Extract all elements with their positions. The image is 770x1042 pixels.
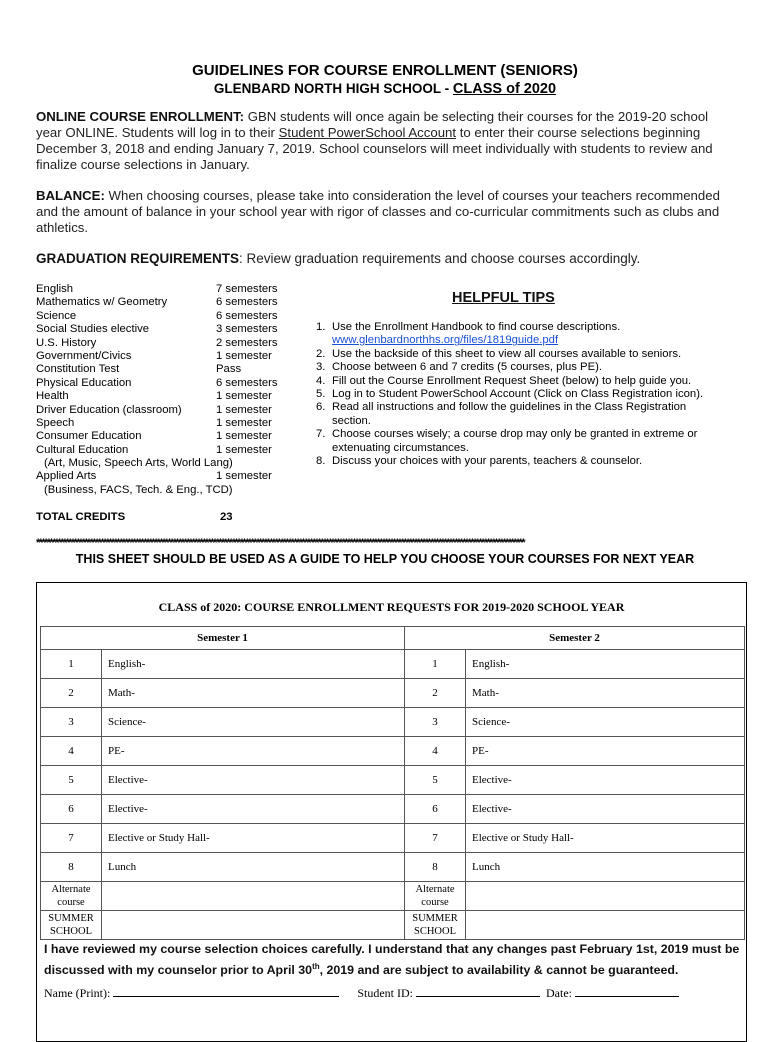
tip-number: 7.: [316, 428, 326, 441]
row-number: 4: [405, 737, 466, 766]
requirement-row: [36, 323, 278, 336]
tip-number: 8.: [316, 455, 326, 468]
helpful-tips-heading: HELPFUL TIPS: [452, 290, 555, 306]
tip-text: Use the backside of this sheet to view all courses available to seniors.: [332, 347, 682, 360]
guide-note: THIS SHEET SHOULD BE USED AS A GUIDE TO HELP YOU CHOOSE YOUR COURSES FOR NEXT YEAR: [75, 552, 695, 566]
tip-number: 1.: [316, 321, 326, 333]
requirement-row: [36, 390, 272, 403]
tip-number: 5.: [316, 388, 326, 401]
graduation-text: : Review graduation requirements and choose courses accordingly.: [239, 251, 641, 266]
row-number: 5: [405, 766, 466, 795]
total-credits-label: TOTAL CREDITS: [36, 511, 126, 523]
semester-2-course-field[interactable]: Elective or Study Hall-: [466, 824, 745, 853]
balance-paragraph: [36, 188, 736, 236]
semester-2-course-field[interactable]: English-: [466, 650, 745, 679]
student-id-label: Student ID:: [357, 986, 416, 1000]
requirement-credits: 6 semesters: [216, 296, 278, 309]
row-number: 5: [41, 766, 102, 795]
table-row: [41, 708, 745, 737]
date-label: Date:: [546, 986, 575, 1000]
total-credits-value: 23: [220, 511, 233, 523]
requirement-credits: 2 semesters: [216, 336, 278, 349]
requirement-credits: 3 semesters: [216, 323, 278, 336]
requirement-credits: 1 semester: [216, 403, 272, 416]
class-year: CLASS of 2020: [452, 81, 557, 97]
table-header-row: [41, 627, 745, 650]
summer-school-label: SUMMER SCHOOL: [41, 911, 102, 940]
semester-1-course-field[interactable]: Elective-: [102, 795, 405, 824]
requirement-course: Health: [36, 390, 69, 403]
tip-number: 3.: [316, 361, 326, 374]
semester-2-summer-field[interactable]: [466, 911, 745, 940]
semester-2-course-field[interactable]: Elective-: [466, 795, 745, 824]
tip-text: Choose courses wisely; a course drop may only be granted in extreme or extenuating circumstances.: [332, 428, 698, 454]
requirement-row: [36, 349, 272, 363]
table-row: [41, 882, 745, 911]
semester-1-course-field[interactable]: PE-: [102, 737, 405, 766]
requirement-credits: 6 semesters: [216, 376, 278, 389]
table-row: [41, 650, 745, 679]
page-title: GUIDELINES FOR COURSE ENROLLMENT (SENIORS): [192, 62, 578, 79]
requirement-row: [36, 484, 233, 497]
row-number: 8: [405, 853, 466, 882]
online-enrollment-paragraph: [36, 109, 736, 173]
requirement-course: Government/Civics: [36, 349, 132, 362]
row-number: 7: [405, 824, 466, 853]
enrollment-table: [40, 626, 745, 940]
requirement-course: Social Studies elective: [36, 323, 150, 336]
table-row: [41, 853, 745, 882]
name-field[interactable]: [113, 985, 339, 997]
requirement-credits: Pass: [216, 363, 242, 376]
tip-item: [300, 388, 720, 401]
requirement-row: [36, 376, 278, 390]
semester-1-course-field[interactable]: Elective-: [102, 766, 405, 795]
table-row: [41, 824, 745, 853]
tip-number: 2.: [316, 347, 326, 360]
form-title: CLASS of 2020: COURSE ENROLLMENT REQUESTS FOR 2019-2020 SCHOOL YEAR: [158, 600, 625, 614]
balance-label: BALANCE:: [36, 188, 105, 203]
requirement-credits: 7 semesters: [216, 283, 278, 295]
semester-2-course-field[interactable]: Lunch: [466, 853, 745, 882]
page-subtitle: [0, 81, 770, 97]
semester-1-course-field[interactable]: Science-: [102, 708, 405, 737]
guide-link[interactable]: www.glenbardnorthhs.org/files/1819guide.pdf: [332, 334, 559, 347]
requirement-row: [36, 457, 233, 470]
requirement-row: [36, 336, 278, 350]
online-text-2: to enter their course selections beginning December 3, 2018 and ending January 7, 2019. School counselors will meet individually with students to review and finalize course selections in January.: [36, 125, 713, 172]
row-number: 1: [41, 650, 102, 679]
tip-item: [300, 375, 720, 388]
tip-item: [300, 321, 720, 348]
asterisk-separator: **************************************************************************************************************************************************************************************: [36, 537, 524, 549]
alternate-label: Alternate course: [41, 882, 102, 911]
tip-item: [300, 428, 720, 455]
helpful-tips-list: [300, 321, 720, 468]
row-number: 2: [41, 679, 102, 708]
tip-text: Fill out the Course Enrollment Request Sheet (below) to help guide you.: [332, 374, 692, 387]
semester-2-alternate-field[interactable]: [466, 882, 745, 911]
requirement-course: Mathematics w/ Geometry: [36, 296, 168, 309]
ack-text-1: I have reviewed my course selection choices carefully. I understand that any changes past February 1st, 2019 must be discussed with my counselor prior to April 30: [44, 942, 740, 978]
table-row: [41, 766, 745, 795]
date-field[interactable]: [575, 985, 679, 997]
requirement-credits: 6 semesters: [216, 309, 278, 322]
ack-text-2: , 2019 and are subject to availability & cannot be guaranteed.: [319, 963, 679, 978]
total-credits: [36, 511, 233, 523]
summer-school-label: SUMMER SCHOOL: [405, 911, 466, 940]
tip-item: [300, 348, 720, 361]
semester-1-course-field[interactable]: Lunch: [102, 853, 405, 882]
row-number: 4: [41, 737, 102, 766]
signature-line: [44, 985, 679, 1001]
requirement-row: [36, 363, 242, 376]
tip-number: 4.: [316, 374, 326, 387]
semester-2-course-field[interactable]: Elective-: [466, 766, 745, 795]
table-row: [41, 795, 745, 824]
acknowledgement-statement: [44, 941, 744, 979]
semester-1-course-field[interactable]: Elective or Study Hall-: [102, 824, 405, 853]
requirement-credits: 1 semester: [216, 416, 272, 429]
requirement-row: [36, 443, 272, 457]
requirement-row: [36, 430, 272, 443]
tip-text: Read all instructions and follow the guidelines in the Class Registration section.: [332, 401, 687, 427]
tip-text: Choose between 6 and 7 credits (5 courses, plus PE).: [332, 361, 603, 374]
tip-text: Discuss your choices with your parents, teachers & counselor.: [332, 455, 643, 468]
requirement-course: Cultural Education: [36, 443, 129, 456]
tip-item: [300, 401, 720, 428]
requirement-row: [36, 296, 278, 309]
row-number: 1: [405, 650, 466, 679]
row-number: 3: [41, 708, 102, 737]
tip-item: [300, 361, 720, 374]
tip-text: Log in to Student PowerSchool Account (Click on Class Registration icon).: [332, 388, 704, 401]
alternate-label: Alternate course: [405, 882, 466, 911]
powerschool-link[interactable]: Student PowerSchool Account: [278, 125, 457, 140]
requirement-row: [36, 309, 278, 323]
requirement-row: [36, 470, 272, 483]
tip-number: 6.: [316, 401, 326, 414]
row-number: 6: [41, 795, 102, 824]
semester-1-course-field[interactable]: English-: [102, 650, 405, 679]
row-number: 3: [405, 708, 466, 737]
semester-2-course-field[interactable]: Science-: [466, 708, 745, 737]
ack-sup: th: [312, 962, 320, 971]
online-text-1: GBN students will once again be selecting their courses for the 2019-20 school year ONLINE. Students will log in to their: [36, 109, 709, 140]
tip-item: [300, 455, 720, 468]
graduation-label: GRADUATION REQUIREMENTS: [36, 251, 240, 266]
semester-2-course-field[interactable]: PE-: [466, 737, 745, 766]
requirement-credits: 1 semester: [216, 430, 272, 443]
name-label: Name (Print):: [44, 986, 114, 1000]
semester-1-course-field[interactable]: Math-: [102, 679, 405, 708]
requirement-credits: 1 semester: [216, 443, 272, 456]
requirement-course: Driver Education (classroom): [36, 403, 182, 416]
balance-text: When choosing courses, please take into consideration the level of courses your teachers recommended and the amount of balance in your school year with rigor of classes and co-curricular commitments such as clubs and athletics.: [36, 188, 720, 235]
row-number: 2: [405, 679, 466, 708]
requirement-course: (Art, Music, Speech Arts, World Lang): [44, 457, 233, 470]
table-row: [41, 737, 745, 766]
requirement-course: (Business, FACS, Tech. & Eng., TCD): [44, 483, 233, 496]
semester-1-summer-field[interactable]: [102, 911, 405, 940]
student-id-field[interactable]: [416, 985, 540, 997]
requirement-credits: 1 semester: [216, 390, 272, 403]
requirement-course: Science: [36, 309, 77, 322]
row-number: 6: [405, 795, 466, 824]
table-row: [41, 679, 745, 708]
requirements-list: [36, 283, 278, 497]
online-label: ONLINE COURSE ENROLLMENT:: [36, 109, 245, 124]
requirement-course: Applied Arts: [36, 470, 97, 483]
semester-1-alternate-field[interactable]: [102, 882, 405, 911]
requirement-course: Physical Education: [36, 376, 132, 389]
table-row: [41, 911, 745, 940]
school-name: GLENBARD NORTH HIGH SCHOOL -: [213, 81, 453, 96]
requirement-row: [36, 416, 272, 430]
semester-2-header: Semester 2: [405, 627, 745, 650]
requirement-course: U.S. History: [36, 336, 97, 349]
requirement-course: Constitution Test: [36, 363, 120, 376]
semester-2-course-field[interactable]: Math-: [466, 679, 745, 708]
requirement-course: Consumer Education: [36, 430, 142, 443]
requirement-credits: 1 semester: [216, 349, 272, 362]
row-number: 7: [41, 824, 102, 853]
semester-1-header: Semester 1: [41, 627, 405, 650]
graduation-paragraph: [36, 251, 736, 267]
requirement-row: [36, 403, 272, 417]
row-number: 8: [41, 853, 102, 882]
requirement-course: Speech: [36, 416, 75, 429]
tip-text: Use the Enrollment Handbook to find course descriptions.: [332, 321, 621, 333]
requirement-course: English: [36, 283, 74, 295]
requirement-row: [36, 283, 278, 296]
requirement-credits: 1 semester: [216, 470, 272, 483]
